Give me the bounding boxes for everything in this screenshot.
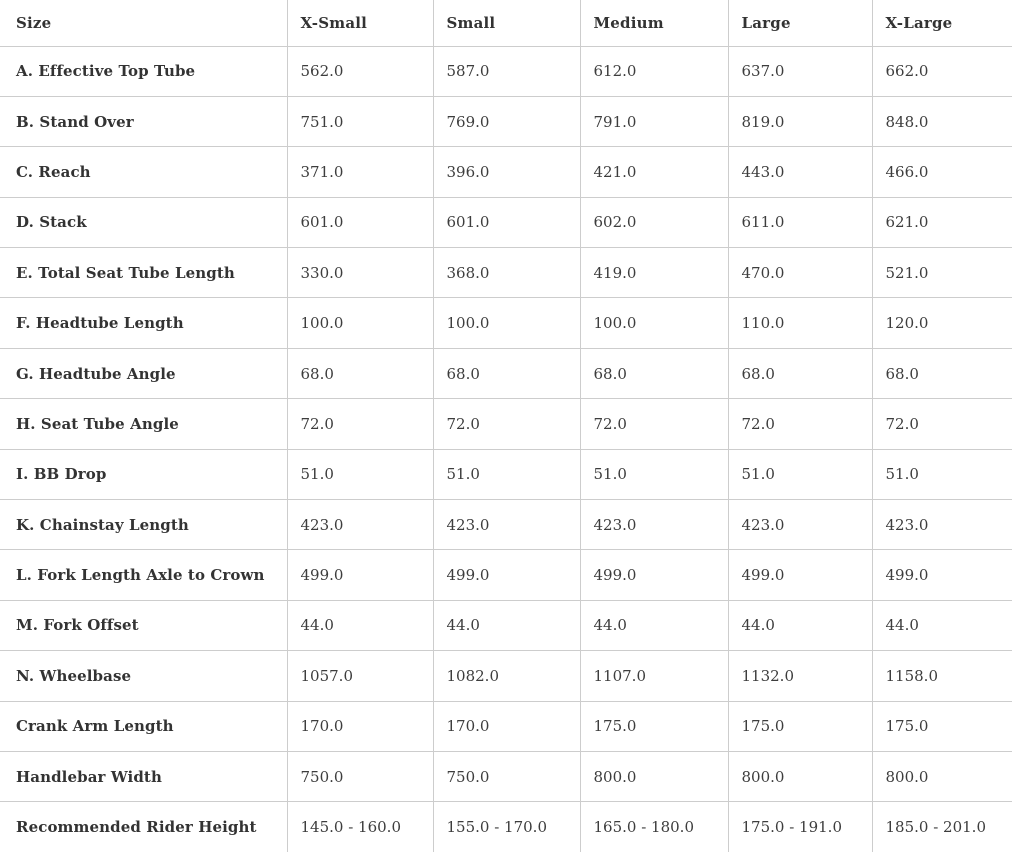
cell-value: 145.0 - 160.0 bbox=[287, 802, 433, 852]
cell-value: 499.0 bbox=[580, 550, 728, 600]
table-row bbox=[0, 248, 1012, 298]
header-row bbox=[0, 0, 1012, 46]
cell-value: 611.0 bbox=[728, 197, 872, 247]
cell-value: 499.0 bbox=[433, 550, 580, 600]
cell-value: 499.0 bbox=[872, 550, 1012, 600]
table-row bbox=[0, 701, 1012, 751]
row-label: Handlebar Width bbox=[0, 751, 287, 801]
cell-value: 587.0 bbox=[433, 46, 580, 96]
cell-value: 423.0 bbox=[433, 500, 580, 550]
cell-value: 170.0 bbox=[433, 701, 580, 751]
cell-value: 499.0 bbox=[287, 550, 433, 600]
table-row bbox=[0, 399, 1012, 449]
row-label: L. Fork Length Axle to Crown bbox=[0, 550, 287, 600]
cell-value: 791.0 bbox=[580, 96, 728, 146]
row-label: Crank Arm Length bbox=[0, 701, 287, 751]
cell-value: 51.0 bbox=[728, 449, 872, 499]
cell-value: 175.0 bbox=[872, 701, 1012, 751]
column-header-size: Size bbox=[0, 0, 287, 46]
row-label: M. Fork Offset bbox=[0, 600, 287, 650]
column-header-medium: Medium bbox=[580, 0, 728, 46]
table-row bbox=[0, 348, 1012, 398]
cell-value: 423.0 bbox=[872, 500, 1012, 550]
cell-value: 1132.0 bbox=[728, 651, 872, 701]
cell-value: 662.0 bbox=[872, 46, 1012, 96]
cell-value: 1082.0 bbox=[433, 651, 580, 701]
row-label: Recommended Rider Height bbox=[16, 818, 257, 837]
cell-value: 1057.0 bbox=[287, 651, 433, 701]
table-row bbox=[0, 751, 1012, 801]
cell-value: 175.0 - 191.0 bbox=[728, 802, 872, 852]
cell-value: 751.0 bbox=[287, 96, 433, 146]
cell-value: 44.0 bbox=[287, 600, 433, 650]
cell-value: 368.0 bbox=[433, 248, 580, 298]
table-row bbox=[0, 500, 1012, 550]
cell-value: 68.0 bbox=[433, 348, 580, 398]
cell-value: 800.0 bbox=[580, 751, 728, 801]
cell-value: 44.0 bbox=[728, 600, 872, 650]
cell-value: 68.0 bbox=[580, 348, 728, 398]
cell-value: 750.0 bbox=[287, 751, 433, 801]
row-label: I. BB Drop bbox=[0, 449, 287, 499]
cell-value: 72.0 bbox=[433, 399, 580, 449]
cell-value: 68.0 bbox=[872, 348, 1012, 398]
cell-value: 185.0 - 201.0 bbox=[872, 802, 1012, 852]
cell-value: 769.0 bbox=[433, 96, 580, 146]
cell-value: 51.0 bbox=[433, 449, 580, 499]
row-label: A. Effective Top Tube bbox=[0, 46, 287, 96]
cell-value: 470.0 bbox=[728, 248, 872, 298]
cell-value: 100.0 bbox=[433, 298, 580, 348]
cell-value: 637.0 bbox=[728, 46, 872, 96]
row-label: G. Headtube Angle bbox=[0, 348, 287, 398]
table-row bbox=[0, 600, 1012, 650]
cell-value: 612.0 bbox=[580, 46, 728, 96]
cell-value: 466.0 bbox=[872, 147, 1012, 197]
cell-value: 175.0 bbox=[580, 701, 728, 751]
cell-value: 421.0 bbox=[580, 147, 728, 197]
row-label: K. Chainstay Length bbox=[0, 500, 287, 550]
cell-value: 72.0 bbox=[580, 399, 728, 449]
cell-value: 371.0 bbox=[287, 147, 433, 197]
cell-value: 44.0 bbox=[433, 600, 580, 650]
row-label: B. Stand Over bbox=[0, 96, 287, 146]
row-label: H. Seat Tube Angle bbox=[0, 399, 287, 449]
cell-value: 601.0 bbox=[433, 197, 580, 247]
cell-value: 51.0 bbox=[580, 449, 728, 499]
cell-value: 72.0 bbox=[872, 399, 1012, 449]
column-header-large: Large bbox=[728, 0, 872, 46]
cell-value: 51.0 bbox=[872, 449, 1012, 499]
table-row bbox=[0, 651, 1012, 701]
cell-value: 72.0 bbox=[287, 399, 433, 449]
column-header-x-large: X-Large bbox=[872, 0, 1012, 46]
cell-value: 100.0 bbox=[580, 298, 728, 348]
row-label: E. Total Seat Tube Length bbox=[0, 248, 287, 298]
cell-value: 330.0 bbox=[287, 248, 433, 298]
cell-value: 175.0 bbox=[728, 701, 872, 751]
cell-value: 499.0 bbox=[728, 550, 872, 600]
cell-value: 170.0 bbox=[287, 701, 433, 751]
cell-value: 165.0 - 180.0 bbox=[580, 802, 728, 852]
row-label: N. Wheelbase bbox=[0, 651, 287, 701]
cell-value: 120.0 bbox=[872, 298, 1012, 348]
cell-value: 848.0 bbox=[872, 96, 1012, 146]
cell-value: 443.0 bbox=[728, 147, 872, 197]
column-header-x-small: X-Small bbox=[287, 0, 433, 46]
cell-value: 100.0 bbox=[287, 298, 433, 348]
cell-value: 1107.0 bbox=[580, 651, 728, 701]
cell-value: 68.0 bbox=[728, 348, 872, 398]
cell-value: 602.0 bbox=[580, 197, 728, 247]
table-header bbox=[0, 0, 1012, 46]
cell-value: 800.0 bbox=[872, 751, 1012, 801]
table-row bbox=[0, 802, 1012, 852]
row-label: C. Reach bbox=[0, 147, 287, 197]
cell-value: 396.0 bbox=[433, 147, 580, 197]
row-label: D. Stack bbox=[0, 197, 287, 247]
cell-value: 1158.0 bbox=[872, 651, 1012, 701]
table-row bbox=[0, 46, 1012, 96]
cell-value: 423.0 bbox=[580, 500, 728, 550]
cell-value: 44.0 bbox=[872, 600, 1012, 650]
table-row bbox=[0, 449, 1012, 499]
cell-value: 750.0 bbox=[433, 751, 580, 801]
cell-value: 44.0 bbox=[580, 600, 728, 650]
cell-value: 72.0 bbox=[728, 399, 872, 449]
table-row bbox=[0, 147, 1012, 197]
cell-value: 51.0 bbox=[287, 449, 433, 499]
cell-value: 562.0 bbox=[287, 46, 433, 96]
row-label: F. Headtube Length bbox=[0, 298, 287, 348]
table-body bbox=[0, 46, 1012, 852]
table-row bbox=[0, 96, 1012, 146]
cell-value: 819.0 bbox=[728, 96, 872, 146]
column-header-small: Small bbox=[433, 0, 580, 46]
cell-value: 110.0 bbox=[728, 298, 872, 348]
cell-value: 68.0 bbox=[287, 348, 433, 398]
cell-value: 423.0 bbox=[728, 500, 872, 550]
table-row bbox=[0, 550, 1012, 600]
cell-value: 423.0 bbox=[287, 500, 433, 550]
cell-value: 521.0 bbox=[872, 248, 1012, 298]
cell-value: 800.0 bbox=[728, 751, 872, 801]
table-row bbox=[0, 298, 1012, 348]
cell-value: 621.0 bbox=[872, 197, 1012, 247]
cell-value: 601.0 bbox=[287, 197, 433, 247]
table-row bbox=[0, 197, 1012, 247]
cell-value: 155.0 - 170.0 bbox=[433, 802, 580, 852]
cell-value: 419.0 bbox=[580, 248, 728, 298]
